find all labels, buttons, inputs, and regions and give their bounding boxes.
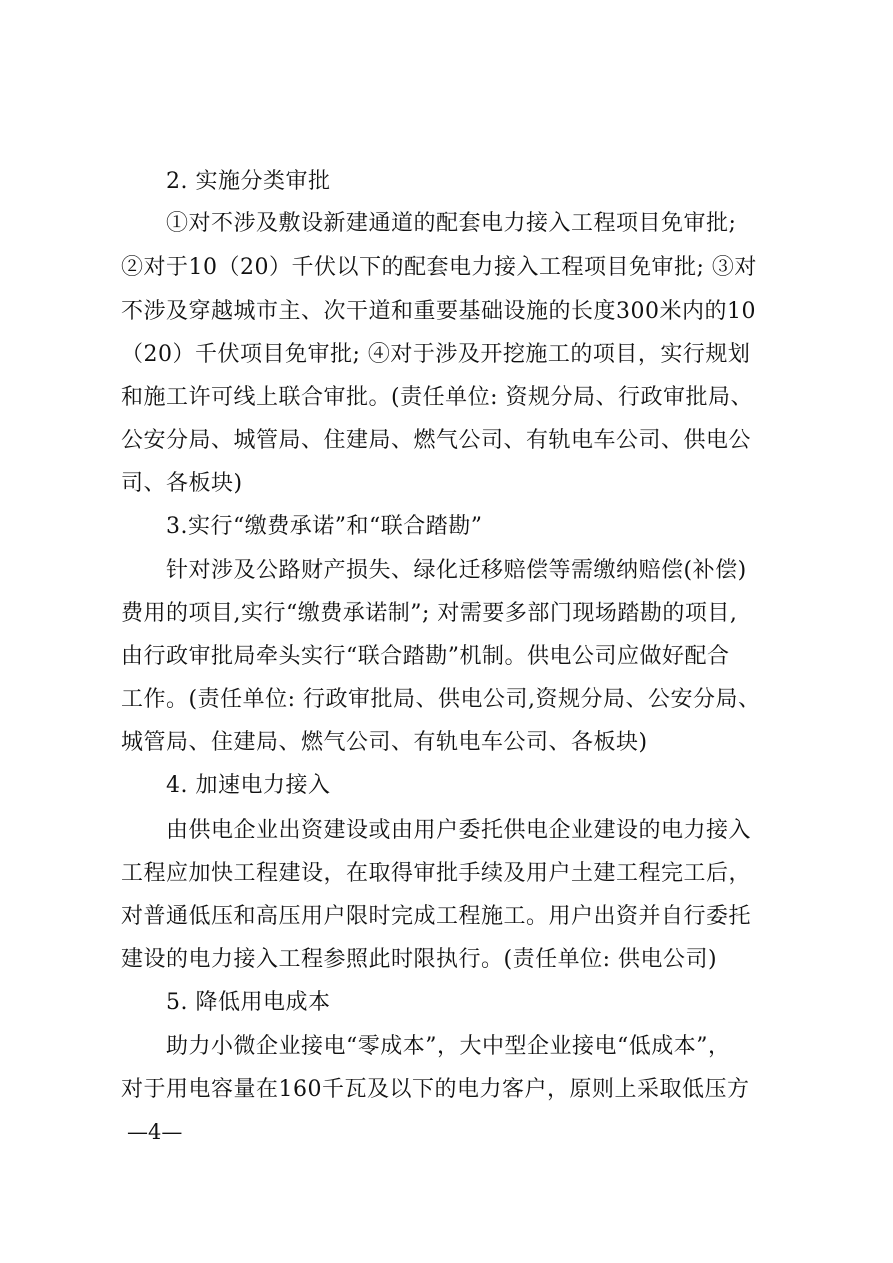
paragraph-line: 工程应加快工程建设，在取得审批手续及用户土建工程完工后， (121, 861, 752, 886)
section-heading-3: 3.实行“缴费承诺”和“联合踏勘” (166, 514, 483, 539)
paragraph-line: 司、各板块) (121, 471, 243, 496)
paragraph-line: 不涉及穿越城市主、次干道和重要基础设施的长度300米内的10 (121, 299, 756, 324)
paragraph-line: ②对于10（20）千伏以下的配套电力接入工程项目免审批; ③对 (121, 255, 757, 280)
paragraph-line: 费用的项目,实行“缴费承诺制”; 对需要多部门现场踏勘的项目, (121, 601, 738, 626)
paragraph-line: 公安分局、城管局、住建局、燃气公司、有轨电车公司、供电公 (121, 428, 752, 453)
page-number: —4— (127, 1120, 183, 1144)
paragraph-line: （20）千伏项目免审批; ④对于涉及开挖施工的项目，实行规划 (121, 342, 751, 367)
paragraph-line: ①对不涉及敷设新建通道的配套电力接入工程项目免审批; (166, 211, 737, 236)
paragraph-line: 工作。(责任单位: 行政审批局、供电公司,资规分局、公安分局、 (121, 687, 761, 712)
section-heading-4: 4. 加速电力接入 (166, 773, 331, 798)
paragraph-line: 建设的电力接入工程参照此时限执行。(责任单位: 供电公司) (121, 947, 718, 972)
paragraph-line: 对于用电容量在160千瓦及以下的电力客户，原则上采取低压方 (121, 1077, 750, 1102)
paragraph-line: 对普通低压和高压用户限时完成工程施工。用户出资并自行委托 (121, 904, 752, 929)
section-heading-2: 2. 实施分类审批 (166, 169, 331, 194)
paragraph-line: 由供电企业出资建设或由用户委托供电企业建设的电力接入 (166, 818, 752, 843)
section-heading-5: 5. 降低用电成本 (166, 990, 331, 1015)
paragraph-line: 和施工许可线上联合审批。(责任单位: 资规分局、行政审批局、 (121, 385, 753, 410)
paragraph-line: 由行政审批局牵头实行“联合踏勘”机制。供电公司应做好配合 (121, 644, 730, 669)
paragraph-line: 针对涉及公路财产损失、绿化迁移赔偿等需缴纳赔偿(补偿) (166, 558, 747, 583)
paragraph-line: 城管局、住建局、燃气公司、有轨电车公司、各板块) (121, 730, 648, 755)
paragraph-line: 助力小微企业接电“零成本”，大中型企业接电“低成本”， (166, 1034, 731, 1059)
